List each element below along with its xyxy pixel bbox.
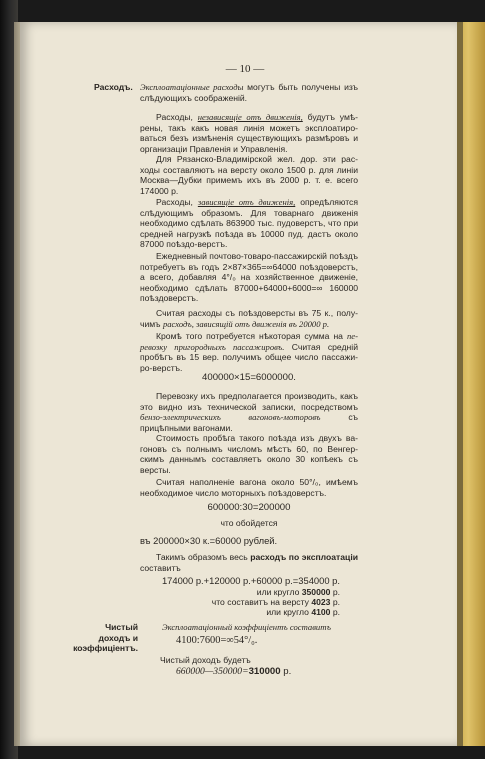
p11-a: Такимъ образомъ весь [156,552,251,562]
margin-note-net-income: Чистый доходъ и коэффиціентъ. [73,622,138,654]
p4-b: зависящіе отъ движенія, [197,197,296,207]
p11-c: составитъ [140,562,181,573]
sum4-c: р. [330,607,340,617]
p2-a: Расходы, [156,112,198,122]
sum2-b: 350000 [301,587,331,597]
net-eq-b: 310000 [248,666,281,677]
p2-c: будутъ умѣрены, такъ какъ новая линія можетъ эксплоатироваться безъ измѣненія существующихъ размѣровъ и организаціи Правленія и Управленія. [140,112,359,154]
net-eq-c: р. [280,666,292,677]
equation-2: 600000:30=200000 [207,502,291,513]
p7-b: перевозку пригородныхъ пассажировъ. [140,331,358,352]
paragraph-7 [140,331,358,373]
p4-a: Расходы, [156,197,198,207]
sum-line-3 [140,597,340,608]
sum3-a: что составитъ на версту [211,597,312,607]
p4-c: опредѣляются слѣдующимъ образомъ. Для товарнаго движенія необходимо сдѣлать 863900 тыс. пудоверстъ, что при средней нагрузкѣ поѣзда въ 10000 пуд. дастъ около 87000 поѣздо-верстъ. [140,197,359,250]
sum4-a: или кругло [266,607,312,617]
paragraph-3: Для Рязанско-Владимірской жел. дор. эти расходы составляютъ на версту около 1500 р. для линіи Москва—Дубки примемъ ихъ въ 2000 р. т. е. всего 174000 р. [140,154,358,196]
paragraph-2 [140,112,358,154]
paragraph-1 [140,82,358,103]
paragraph-4 [140,197,358,250]
p11-b: расходъ по эксплоатаціи [250,552,358,562]
p7-c: Считая средній пробѣгъ въ 15 вер. получимъ общее число пассажиро-верстъ. [140,341,358,373]
p6-a: Считая расходы съ поѣздоверсты въ 75 к., получимъ [140,308,358,329]
sum2-c: р. [330,587,340,597]
p8-b: бензо-электрическихъ вагоновъ-моторовъ [140,412,321,423]
p7-a: Кромѣ того потребуется нѣкоторая сумма на [156,331,347,341]
sum4-b: 4100 [311,607,331,617]
net-income-equation [176,667,376,678]
coefficient-equation: 4100:7600=∞54°/₀. [176,635,258,646]
p8-a: Перевозку ихъ предполагается производить, какъ это видно изъ технической записки, посредствомъ [140,391,358,412]
sum3-c: р. [330,597,340,607]
page-edge-shadow [457,22,463,746]
paragraph-9: Стоимость пробѣга такого поѣзда изъ двухъ вагоновъ съ полнымъ числомъ мѣстъ 60, по Венгерскимъ даннымъ составляетъ около 30 копѣекъ съ версты. [140,433,358,475]
p2-b: независящіе отъ движенія, [197,112,303,122]
paragraph-5: Ежедневный почтово-товаро-пассажирскій поѣздъ потребуетъ въ годъ 2×87×365=∞64000 поѣздоверстъ, а всего, добавляя 4°/₀ на хозяйственное движеніе, необходимо сдѣлать 87000+64000+6000=∞ 160000 поѣздоверстъ. [140,251,358,304]
p1-lead: Эксплоатаціонные расходы [140,82,244,92]
net-income-title: Чистый доходъ будетъ [160,655,251,665]
paragraph-11 [140,552,358,573]
coefficient-title: Эксплоатаціонный коэффиціентъ составитъ [162,622,331,632]
sum2-a: или кругло [256,587,302,597]
paragraph-10: Считая наполненіе вагона около 50°/₀, имѣемъ необходимое число моторныхъ поѣздоверстъ. [140,477,358,498]
sum-line-1: 174000 р.+120000 р.+60000 р.=354000 р. [161,575,340,586]
equation-3: что обойдется [220,518,278,528]
paragraph-6 [140,308,358,329]
sum3-b: 4023 [311,597,331,607]
sum-line-2 [140,587,340,598]
p1-rest: могутъ быть получены изъ слѣдующихъ соображеній. [140,82,358,103]
equation-1: 400000×15=6000000. [202,372,296,383]
sum-line-4 [140,607,340,618]
page-number: — 10 — [225,63,265,75]
equation-4: въ 200000×30 к.=60000 рублей. [140,535,278,546]
net-eq-a: 660000—350000= [176,666,249,677]
paragraph-8 [140,391,358,433]
p8-c: съ прицѣпными вагонами. [140,412,358,433]
margin-note-expenses: Расходъ. [94,82,133,92]
p6-b: расходъ, зависящій отъ движенія въ 20000 р. [162,318,330,329]
